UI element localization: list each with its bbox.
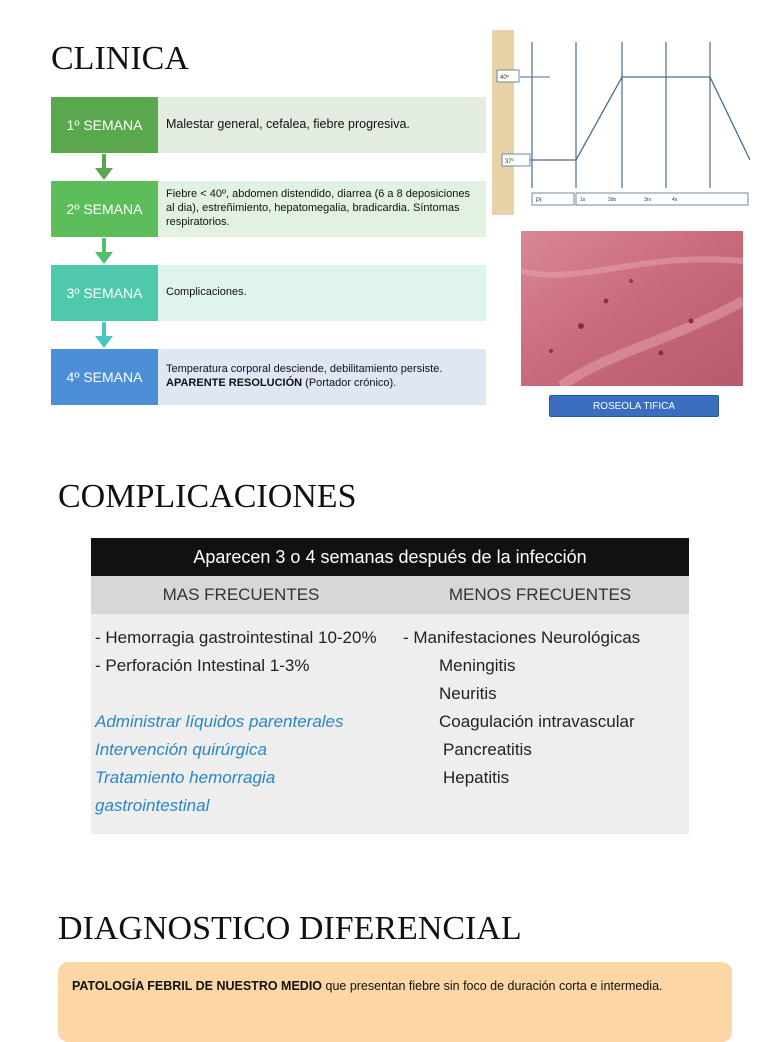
list-item: Coagulación intravascular — [439, 712, 635, 731]
list-item: - Hemorragia gastrointestinal 10-20% — [95, 628, 377, 647]
column-menos-frecuentes — [403, 624, 640, 792]
col-header-frecuentes: MAS FRECUENTES — [162, 585, 320, 604]
column-frecuentes — [95, 624, 377, 820]
x-label-week-1: 1s — [580, 197, 586, 203]
week-2-label: 2º SEMANA — [51, 181, 158, 237]
x-label-pi: PI — [536, 198, 542, 204]
list-item: - Perforación Intestinal 1-3% — [95, 656, 310, 675]
arrow-down-icon — [95, 322, 113, 348]
x-label-week-2: 2ds — [608, 197, 617, 203]
week-3-description: Complicaciones. — [158, 265, 486, 321]
week-4-description: Temperatura corporal desciende, debilitamiento persiste. APARENTE RESOLUCIÓN (Portador crónico). — [158, 349, 486, 405]
diagnostico-callout — [58, 962, 732, 1042]
treatment-item: Tratamiento hemorragia — [95, 768, 276, 787]
x-label-week-3: 3rs — [644, 197, 651, 203]
y-label-40: 40º — [500, 75, 509, 81]
section-title-diagnostico: DIAGNOSTICO DIFERENCIAL — [58, 910, 522, 947]
treatment-item: gastrointestinal — [95, 796, 210, 815]
section-title-clinica: CLINICA — [51, 40, 189, 77]
section-title-complicaciones: COMPLICACIONES — [58, 478, 357, 515]
week-4-label: 4º SEMANA — [51, 349, 158, 405]
complications-table — [91, 538, 689, 834]
list-item: Neuritis — [439, 684, 497, 703]
callout-text: que presentan fiebre sin foco de duración corta e intermedia. — [322, 979, 663, 993]
week-1-description: Malestar general, cefalea, fiebre progresiva. — [158, 97, 486, 153]
week-2-description: Fiebre < 40º, abdomen distendido, diarrea (6 a 8 deposiciones al dia), estreñimiento, hepatomegalia, bradicardia. Síntomas respiratorios. — [158, 181, 486, 237]
callout-bold-text: PATOLOGÍA FEBRIL DE NUESTRO MEDIO — [72, 979, 323, 993]
list-item: Hepatitis — [443, 768, 510, 787]
col-header-menos-frecuentes: MENOS FRECUENTES — [448, 585, 632, 604]
roseola-photo — [521, 231, 743, 386]
treatment-item: Administrar líquidos parenterales — [95, 712, 344, 731]
roseola-tifica-button[interactable]: ROSEOLA TIFICA — [549, 395, 719, 417]
arrow-down-icon — [95, 238, 113, 264]
table-subheader — [91, 576, 689, 614]
treatment-item: Intervención quirúrgica — [95, 740, 267, 759]
arrow-down-icon — [95, 154, 113, 180]
fever-chart — [492, 30, 750, 215]
y-label-37: 37º — [505, 159, 514, 165]
list-item: - Manifestaciones Neurológicas — [403, 628, 641, 647]
week-1-label: 1º SEMANA — [51, 97, 158, 153]
table-header: Aparecen 3 o 4 semanas después de la infección — [91, 538, 689, 576]
x-label-week-4: 4s — [672, 197, 678, 203]
list-item: Meningitis — [439, 656, 516, 675]
week-3-label: 3º SEMANA — [51, 265, 158, 321]
list-item: Pancreatitis — [443, 740, 532, 759]
